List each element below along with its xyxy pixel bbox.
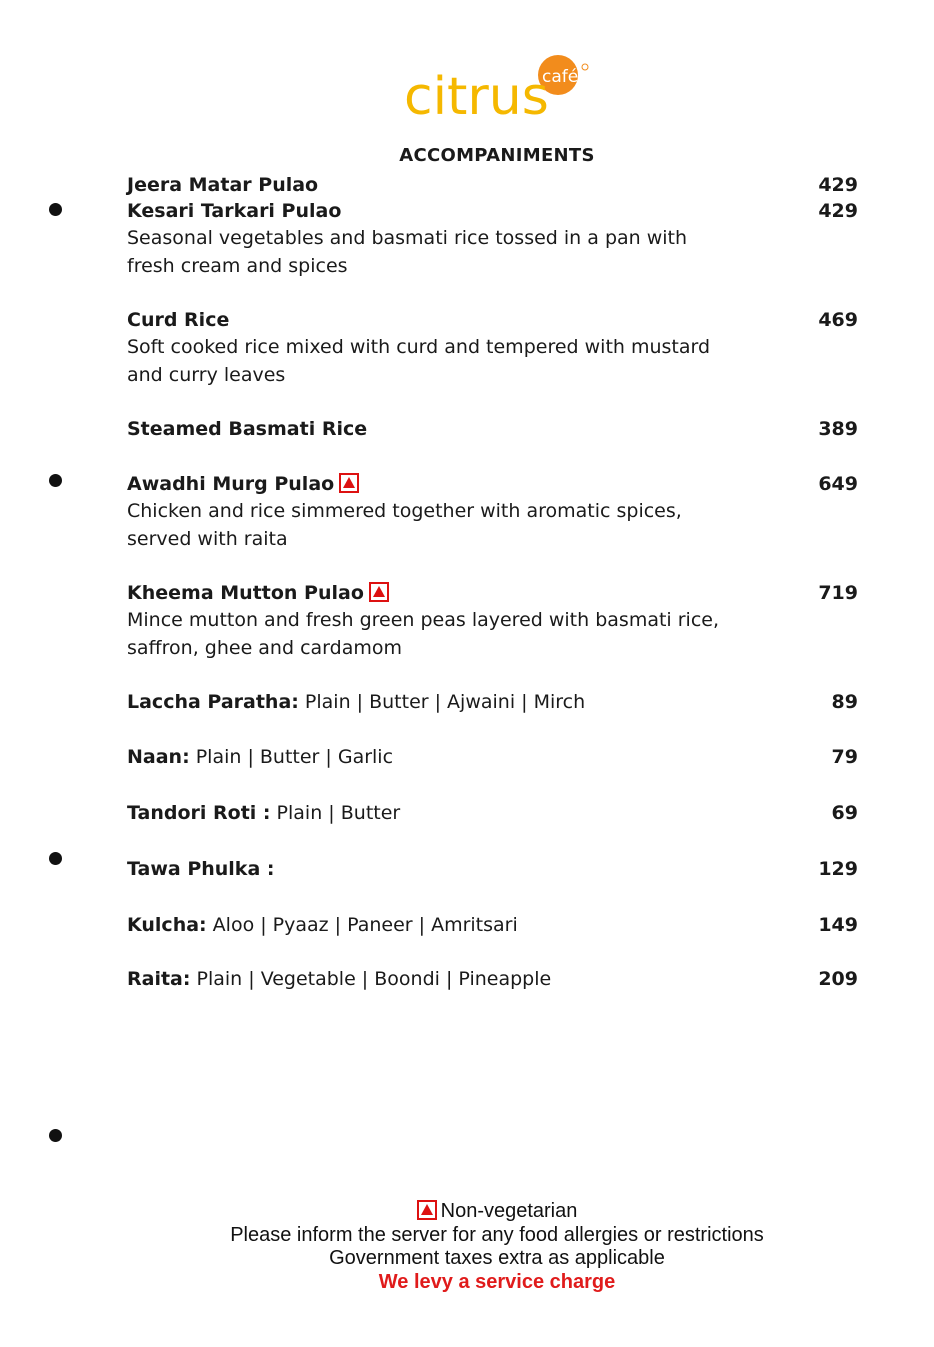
item-options: Plain | Butter | Garlic — [189, 746, 394, 768]
item-name: Kulcha: — [127, 914, 207, 936]
menu-item — [127, 744, 858, 770]
item-name: Jeera Matar Pulao — [127, 174, 319, 196]
item-price: 719 — [818, 582, 858, 604]
item-name: Steamed Basmati Rice — [127, 418, 368, 440]
item-price: 389 — [818, 418, 858, 440]
item-name: Kesari Tarkari Pulao — [127, 200, 342, 222]
menu-item — [127, 198, 858, 280]
item-price: 149 — [818, 914, 858, 936]
item-options: Aloo | Pyaaz | Paneer | Amritsari — [206, 914, 518, 936]
item-price: 69 — [831, 802, 858, 824]
menu-item — [127, 471, 858, 553]
logo-tag: café — [542, 67, 579, 87]
bullet-dot — [49, 1129, 62, 1142]
non-veg-icon — [369, 582, 389, 602]
item-price: 469 — [818, 309, 858, 331]
item-price: 79 — [831, 746, 858, 768]
non-veg-icon — [417, 1200, 437, 1220]
allergy-note: Please inform the server for any food allergies or restrictions — [230, 1223, 764, 1246]
item-price: 209 — [818, 968, 858, 990]
item-name: Awadhi Murg Pulao — [127, 473, 335, 495]
item-name: Tandori Roti : — [127, 802, 271, 824]
item-options: Plain | Vegetable | Boondi | Pineapple — [190, 968, 552, 990]
item-price: 429 — [818, 200, 858, 222]
menu-item — [127, 689, 858, 715]
item-options: Plain | Butter — [270, 802, 401, 824]
item-description: Mince mutton and fresh green peas layered with basmati rice, saffron, ghee and cardamom — [127, 609, 720, 659]
logo-wordmark: citrus — [404, 67, 549, 127]
item-name: Raita: — [127, 968, 191, 990]
menu-item — [127, 580, 858, 662]
bullet-dot — [49, 203, 62, 216]
item-name: Naan: — [127, 746, 190, 768]
non-veg-legend: Non-vegetarian — [440, 1200, 578, 1222]
section-title: ACCOMPANIMENTS — [399, 145, 595, 166]
item-price: 649 — [818, 473, 858, 495]
menu-item — [127, 307, 858, 389]
item-description: Soft cooked rice mixed with curd and tempered with mustard and curry leaves — [127, 336, 711, 386]
menu-item — [127, 800, 858, 826]
citrus-cafe-logo — [402, 50, 602, 130]
item-name: Curd Rice — [127, 309, 230, 331]
item-price: 89 — [831, 691, 858, 713]
non-veg-icon — [339, 473, 359, 493]
bullet-dot — [49, 852, 62, 865]
footer-notes — [0, 1200, 934, 1294]
menu-item — [127, 912, 858, 938]
item-description: Chicken and rice simmered together with aromatic spices, served with raita — [127, 500, 682, 550]
menu-item — [127, 416, 858, 442]
menu-item — [127, 966, 858, 992]
item-name: Kheema Mutton Pulao — [127, 582, 364, 604]
tax-note: Government taxes extra as applicable — [329, 1247, 665, 1269]
menu-item — [127, 856, 858, 882]
item-price: 129 — [818, 858, 858, 880]
item-name: Laccha Paratha: — [127, 691, 299, 713]
item-price: 429 — [818, 174, 858, 196]
item-description: Seasonal vegetables and basmati rice tossed in a pan with fresh cream and spices — [127, 227, 688, 277]
bullet-dot — [49, 474, 62, 487]
menu-item — [127, 172, 858, 198]
service-charge-note: We levy a service charge — [378, 1270, 616, 1293]
item-options: Plain | Butter | Ajwaini | Mirch — [298, 691, 586, 713]
item-name: Tawa Phulka : — [127, 858, 275, 880]
